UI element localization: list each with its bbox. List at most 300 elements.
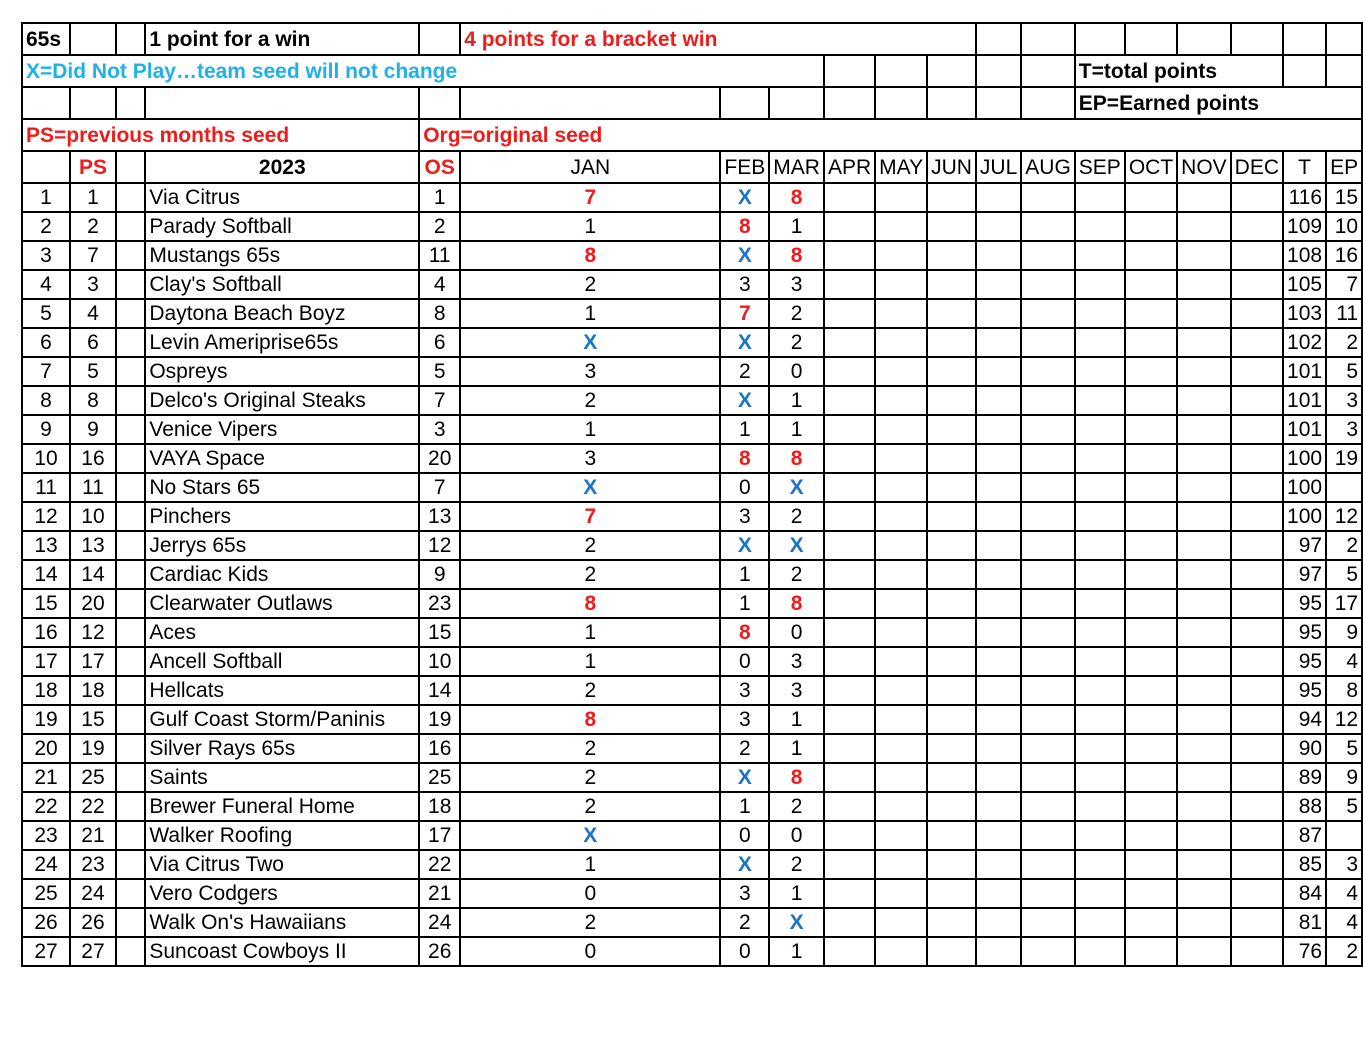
earned-points-cell: 8 (1326, 676, 1362, 705)
rank-cell: 7 (22, 357, 70, 386)
empty-month-cell (1075, 937, 1125, 966)
empty-month-cell (1177, 299, 1231, 328)
empty-month-cell (1075, 241, 1125, 270)
empty-month-cell (1075, 357, 1125, 386)
header-row-3 (22, 87, 1362, 119)
original-seed-cell: 24 (419, 908, 460, 937)
blank-cell (116, 444, 145, 473)
empty-month-cell (1125, 850, 1177, 879)
jan-points-cell: X (460, 473, 720, 502)
original-seed-cell: 26 (419, 937, 460, 966)
empty-month-cell (875, 560, 927, 589)
empty-month-cell (927, 850, 976, 879)
previous-seed-cell: 23 (70, 850, 116, 879)
team-name-cell: No Stars 65 (145, 473, 419, 502)
empty-month-cell (976, 386, 1021, 415)
team-name-cell: Gulf Coast Storm/Paninis (145, 705, 419, 734)
jan-points-cell: 8 (460, 589, 720, 618)
previous-seed-cell: 13 (70, 531, 116, 560)
feb-points-cell: 2 (720, 908, 769, 937)
empty-month-cell (1075, 212, 1125, 241)
empty-month-cell (824, 792, 875, 821)
empty-month-cell (1231, 560, 1283, 589)
empty-month-cell (1021, 676, 1075, 705)
total-points-cell: 97 (1283, 560, 1326, 589)
previous-seed-cell: 1 (70, 183, 116, 212)
empty-month-cell (1021, 879, 1075, 908)
table-row (22, 502, 1362, 531)
empty-month-cell (976, 647, 1021, 676)
empty-month-cell (927, 212, 976, 241)
empty-month-cell (1021, 763, 1075, 792)
empty-month-cell (1177, 676, 1231, 705)
empty-month-cell (1231, 415, 1283, 444)
empty-month-cell (1231, 270, 1283, 299)
month-header: MAR (769, 151, 824, 183)
empty-month-cell (1177, 531, 1231, 560)
total-points-cell: 95 (1283, 618, 1326, 647)
empty-month-cell (927, 676, 976, 705)
table-row (22, 270, 1362, 299)
empty-month-cell (875, 850, 927, 879)
rank-cell: 15 (22, 589, 70, 618)
empty-month-cell (1125, 270, 1177, 299)
empty-month-cell (875, 676, 927, 705)
previous-seed-cell: 24 (70, 879, 116, 908)
empty-month-cell (1125, 502, 1177, 531)
table-row (22, 589, 1362, 618)
table-row (22, 647, 1362, 676)
empty-month-cell (875, 357, 927, 386)
month-header: DEC (1231, 151, 1283, 183)
empty-month-cell (1021, 792, 1075, 821)
rank-cell: 11 (22, 473, 70, 502)
empty-month-cell (976, 850, 1021, 879)
original-seed-cell: 1 (419, 183, 460, 212)
jan-points-cell: 2 (460, 270, 720, 299)
rank-cell: 6 (22, 328, 70, 357)
empty-month-cell (976, 821, 1021, 850)
month-header: OCT (1125, 151, 1177, 183)
earned-points-cell: 3 (1326, 850, 1362, 879)
team-name-cell: Aces (145, 618, 419, 647)
empty-month-cell (976, 241, 1021, 270)
rank-cell: 13 (22, 531, 70, 560)
empty-month-cell (976, 444, 1021, 473)
feb-points-cell: X (720, 328, 769, 357)
rank-cell: 3 (22, 241, 70, 270)
empty-month-cell (1125, 183, 1177, 212)
empty-month-cell (1125, 879, 1177, 908)
team-name-cell: Clay's Softball (145, 270, 419, 299)
empty-month-cell (1231, 183, 1283, 212)
empty-month-cell (1021, 850, 1075, 879)
mar-points-cell: X (769, 531, 824, 560)
total-points-cell: 89 (1283, 763, 1326, 792)
mar-points-cell: 1 (769, 212, 824, 241)
empty-month-cell (875, 821, 927, 850)
team-name-cell: Suncoast Cowboys II (145, 937, 419, 966)
jan-points-cell: X (460, 328, 720, 357)
empty-month-cell (1125, 647, 1177, 676)
empty-month-cell (1177, 386, 1231, 415)
feb-points-cell: 3 (720, 879, 769, 908)
header-row-1 (22, 23, 1362, 55)
mar-points-cell: 2 (769, 792, 824, 821)
empty-month-cell (1231, 937, 1283, 966)
original-seed-cell: 16 (419, 734, 460, 763)
total-points-cell: 100 (1283, 502, 1326, 531)
empty-month-cell (1231, 647, 1283, 676)
empty-month-cell (1075, 183, 1125, 212)
empty-month-cell (1177, 647, 1231, 676)
empty-month-cell (927, 618, 976, 647)
empty-month-cell (824, 647, 875, 676)
empty-month-cell (976, 357, 1021, 386)
empty-month-cell (1177, 502, 1231, 531)
jan-points-cell: 8 (460, 705, 720, 734)
earned-points-cell: 5 (1326, 734, 1362, 763)
empty-month-cell (824, 183, 875, 212)
rank-cell: 4 (22, 270, 70, 299)
mar-points-cell: 3 (769, 270, 824, 299)
month-header: APR (824, 151, 875, 183)
jan-points-cell: 2 (460, 792, 720, 821)
empty-month-cell (824, 734, 875, 763)
empty-month-cell (824, 444, 875, 473)
previous-seed-cell: 19 (70, 734, 116, 763)
empty-month-cell (1177, 850, 1231, 879)
previous-seed-cell: 22 (70, 792, 116, 821)
empty-month-cell (976, 531, 1021, 560)
total-points-cell: 85 (1283, 850, 1326, 879)
jan-points-cell: X (460, 821, 720, 850)
month-header: SEP (1075, 151, 1125, 183)
total-points-cell: 84 (1283, 879, 1326, 908)
empty-month-cell (976, 676, 1021, 705)
feb-points-cell: 8 (720, 618, 769, 647)
empty-month-cell (824, 676, 875, 705)
empty-month-cell (927, 502, 976, 531)
empty-month-cell (927, 473, 976, 502)
feb-points-cell: 3 (720, 676, 769, 705)
header-row-4 (22, 119, 1362, 151)
empty-month-cell (1021, 937, 1075, 966)
did-not-play-rule: X=Did Not Play…team seed will not change (22, 55, 460, 87)
feb-points-cell: X (720, 531, 769, 560)
mar-points-cell: 2 (769, 560, 824, 589)
empty-month-cell (1075, 879, 1125, 908)
rank-cell: 17 (22, 647, 70, 676)
previous-seed-cell: 6 (70, 328, 116, 357)
empty-month-cell (1075, 560, 1125, 589)
empty-month-cell (1231, 821, 1283, 850)
earned-points-cell: 17 (1326, 589, 1362, 618)
original-seed-cell: 18 (419, 792, 460, 821)
blank-cell (116, 241, 145, 270)
empty-month-cell (976, 502, 1021, 531)
team-name-cell: Ancell Softball (145, 647, 419, 676)
table-row (22, 212, 1362, 241)
blank-cell (116, 473, 145, 502)
empty-month-cell (1231, 531, 1283, 560)
empty-month-cell (927, 734, 976, 763)
empty-month-cell (927, 560, 976, 589)
empty-month-cell (1231, 589, 1283, 618)
original-seed-cell: 7 (419, 386, 460, 415)
empty-month-cell (927, 908, 976, 937)
team-name-cell: Parady Softball (145, 212, 419, 241)
empty-month-cell (1177, 357, 1231, 386)
earned-points-cell: 3 (1326, 415, 1362, 444)
table-row (22, 734, 1362, 763)
blank-cell (116, 183, 145, 212)
table-row (22, 676, 1362, 705)
rank-cell: 8 (22, 386, 70, 415)
mar-points-cell: 0 (769, 357, 824, 386)
win-rule: 1 point for a win (145, 23, 419, 55)
empty-month-cell (976, 589, 1021, 618)
month-header: AUG (1021, 151, 1075, 183)
previous-seed-cell: 20 (70, 589, 116, 618)
empty-month-cell (1231, 705, 1283, 734)
empty-month-cell (1177, 908, 1231, 937)
empty-month-cell (1125, 328, 1177, 357)
empty-month-cell (927, 444, 976, 473)
team-name-cell: Walker Roofing (145, 821, 419, 850)
team-name-cell: Clearwater Outlaws (145, 589, 419, 618)
blank-cell (116, 850, 145, 879)
empty-month-cell (927, 937, 976, 966)
total-points-cell: 109 (1283, 212, 1326, 241)
rank-cell: 20 (22, 734, 70, 763)
empty-month-cell (1231, 386, 1283, 415)
empty-month-cell (1125, 734, 1177, 763)
original-seed-rule: Org=original seed (419, 119, 1362, 151)
empty-month-cell (1177, 618, 1231, 647)
empty-month-cell (1231, 241, 1283, 270)
empty-month-cell (1177, 937, 1231, 966)
original-seed-cell: 20 (419, 444, 460, 473)
rank-cell: 23 (22, 821, 70, 850)
previous-seed-cell: 11 (70, 473, 116, 502)
month-header: JUN (927, 151, 976, 183)
team-name-cell: Levin Ameriprise65s (145, 328, 419, 357)
empty-month-cell (1021, 328, 1075, 357)
empty-month-cell (927, 705, 976, 734)
original-seed-cell: 7 (419, 473, 460, 502)
empty-month-cell (1231, 763, 1283, 792)
empty-month-cell (1177, 212, 1231, 241)
empty-month-cell (927, 415, 976, 444)
year-header: 2023 (145, 151, 419, 183)
earned-points-cell: 12 (1326, 705, 1362, 734)
blank-cell (116, 270, 145, 299)
mar-points-cell: 2 (769, 502, 824, 531)
standings-sheet (21, 22, 1363, 967)
empty-month-cell (1177, 241, 1231, 270)
team-name-cell: Silver Rays 65s (145, 734, 419, 763)
empty-month-cell (824, 908, 875, 937)
empty-month-cell (1021, 183, 1075, 212)
table-row (22, 618, 1362, 647)
earned-points-cell (1326, 473, 1362, 502)
empty-month-cell (1177, 763, 1231, 792)
empty-month-cell (1231, 734, 1283, 763)
month-header: MAY (875, 151, 927, 183)
empty-month-cell (1075, 589, 1125, 618)
empty-month-cell (1177, 444, 1231, 473)
empty-month-cell (824, 589, 875, 618)
empty-month-cell (1021, 908, 1075, 937)
original-seed-cell: 11 (419, 241, 460, 270)
empty-month-cell (1231, 618, 1283, 647)
original-seed-cell: 2 (419, 212, 460, 241)
empty-month-cell (1177, 270, 1231, 299)
empty-month-cell (875, 415, 927, 444)
ps-header: PS (70, 151, 116, 183)
jan-points-cell: 1 (460, 415, 720, 444)
team-name-cell: Daytona Beach Boyz (145, 299, 419, 328)
blank-cell (116, 908, 145, 937)
month-header: JAN (460, 151, 720, 183)
empty-month-cell (927, 299, 976, 328)
empty-month-cell (1177, 560, 1231, 589)
rank-cell: 18 (22, 676, 70, 705)
empty-month-cell (927, 357, 976, 386)
total-points-cell: 100 (1283, 473, 1326, 502)
previous-seed-cell: 5 (70, 357, 116, 386)
empty-month-cell (1075, 531, 1125, 560)
empty-month-cell (875, 299, 927, 328)
blank-cell (116, 357, 145, 386)
empty-month-cell (824, 299, 875, 328)
empty-month-cell (976, 183, 1021, 212)
empty-month-cell (1125, 821, 1177, 850)
mar-points-cell: 8 (769, 763, 824, 792)
mar-points-cell: 1 (769, 734, 824, 763)
table-row (22, 183, 1362, 212)
feb-points-cell: 0 (720, 821, 769, 850)
feb-points-cell: 1 (720, 560, 769, 589)
table-row (22, 444, 1362, 473)
empty-month-cell (1125, 415, 1177, 444)
empty-month-cell (1021, 415, 1075, 444)
previous-seed-cell: 10 (70, 502, 116, 531)
empty-month-cell (1021, 734, 1075, 763)
empty-month-cell (1075, 705, 1125, 734)
previous-seed-cell: 3 (70, 270, 116, 299)
blank-cell (116, 647, 145, 676)
mar-points-cell: 0 (769, 821, 824, 850)
empty-month-cell (1231, 212, 1283, 241)
feb-points-cell: X (720, 241, 769, 270)
feb-points-cell: 1 (720, 415, 769, 444)
jan-points-cell: 7 (460, 183, 720, 212)
empty-month-cell (1075, 328, 1125, 357)
previous-seed-cell: 26 (70, 908, 116, 937)
total-points-cell: 95 (1283, 676, 1326, 705)
jan-points-cell: 0 (460, 937, 720, 966)
rank-cell: 21 (22, 763, 70, 792)
rank-cell: 9 (22, 415, 70, 444)
empty-month-cell (1021, 473, 1075, 502)
empty-month-cell (1075, 473, 1125, 502)
empty-month-cell (927, 328, 976, 357)
blank-cell (116, 821, 145, 850)
empty-month-cell (1125, 589, 1177, 618)
previous-seed-cell: 21 (70, 821, 116, 850)
empty-month-cell (1177, 734, 1231, 763)
earned-points-cell: 15 (1326, 183, 1362, 212)
table-row (22, 908, 1362, 937)
blank-cell (116, 328, 145, 357)
empty-month-cell (824, 270, 875, 299)
table-row (22, 386, 1362, 415)
original-seed-cell: 12 (419, 531, 460, 560)
empty-month-cell (1125, 792, 1177, 821)
empty-month-cell (927, 821, 976, 850)
original-seed-cell: 4 (419, 270, 460, 299)
feb-points-cell: 3 (720, 502, 769, 531)
earned-points-cell: 7 (1326, 270, 1362, 299)
blank-cell (116, 676, 145, 705)
mar-points-cell: X (769, 908, 824, 937)
earned-points-cell: 4 (1326, 879, 1362, 908)
empty-month-cell (875, 937, 927, 966)
earned-points-cell: 4 (1326, 647, 1362, 676)
previous-seed-cell: 17 (70, 647, 116, 676)
empty-month-cell (1177, 473, 1231, 502)
rank-cell: 5 (22, 299, 70, 328)
table-row (22, 531, 1362, 560)
empty-month-cell (875, 792, 927, 821)
mar-points-cell: 1 (769, 705, 824, 734)
empty-month-cell (1125, 908, 1177, 937)
feb-points-cell: X (720, 763, 769, 792)
mar-points-cell: 8 (769, 444, 824, 473)
empty-month-cell (1021, 299, 1075, 328)
earned-points-cell: 10 (1326, 212, 1362, 241)
empty-month-cell (824, 357, 875, 386)
empty-month-cell (1075, 734, 1125, 763)
team-name-cell: VAYA Space (145, 444, 419, 473)
original-seed-cell: 21 (419, 879, 460, 908)
empty-month-cell (1021, 212, 1075, 241)
earned-points-cell: 11 (1326, 299, 1362, 328)
empty-month-cell (1021, 270, 1075, 299)
team-name-cell: Delco's Original Steaks (145, 386, 419, 415)
empty-month-cell (1075, 792, 1125, 821)
total-header: T (1283, 151, 1326, 183)
empty-month-cell (1125, 473, 1177, 502)
column-header-row (22, 151, 1362, 183)
team-name-cell: Brewer Funeral Home (145, 792, 419, 821)
rank-cell: 16 (22, 618, 70, 647)
empty-month-cell (1021, 241, 1075, 270)
earned-points-cell: 3 (1326, 386, 1362, 415)
table-row (22, 299, 1362, 328)
original-seed-cell: 23 (419, 589, 460, 618)
empty-month-cell (927, 183, 976, 212)
feb-points-cell: 8 (720, 444, 769, 473)
earned-header: EP (1326, 151, 1362, 183)
empty-month-cell (1075, 502, 1125, 531)
previous-seed-cell: 4 (70, 299, 116, 328)
os-header: OS (419, 151, 460, 183)
mar-points-cell: 1 (769, 386, 824, 415)
empty-month-cell (1125, 763, 1177, 792)
